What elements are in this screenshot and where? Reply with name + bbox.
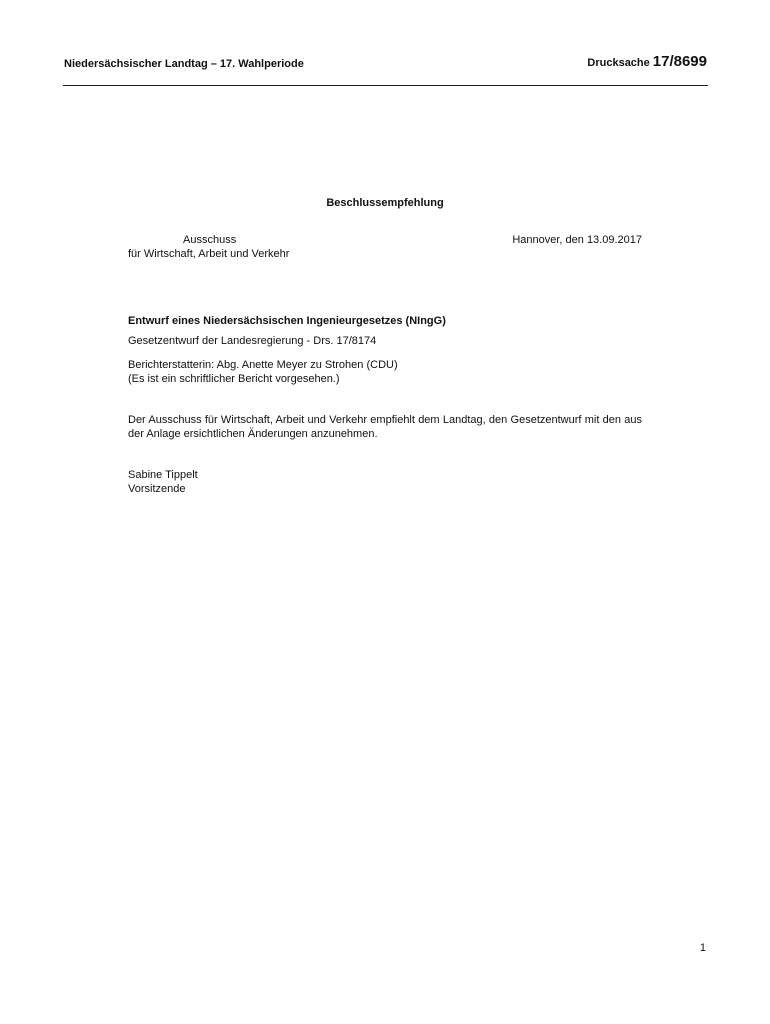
recommendation-text: Der Ausschuss für Wirtschaft, Arbeit und Verkehr empfiehlt dem Landtag, den Gesetzentwurf mit den aus der Anlage ersichtlichen Änderungen anzunehmen. (128, 414, 642, 440)
committee-line-1: Ausschuss (183, 234, 237, 246)
place-date: Hannover, den 13.09.2017 (512, 234, 642, 246)
document-title: Beschlussempfehlung (326, 197, 444, 209)
parliament-header: Niedersächsischer Landtag – 17. Wahlperiode (64, 58, 304, 70)
signer-name: Sabine Tippelt (128, 469, 198, 481)
drucksache-header (587, 53, 707, 71)
rapporteur-line: Berichterstatterin: Abg. Anette Meyer zu Strohen (CDU) (128, 359, 398, 371)
header-divider (63, 85, 708, 86)
committee-line-2: für Wirtschaft, Arbeit und Verkehr (128, 248, 290, 260)
report-note: (Es ist ein schriftlicher Bericht vorgesehen.) (128, 373, 340, 385)
bill-title: Entwurf eines Niedersächsischen Ingenieurgesetzes (NIngG) (128, 315, 446, 327)
page-number: 1 (699, 942, 706, 954)
signer-role: Vorsitzende (128, 483, 186, 495)
bill-draft-reference: Gesetzentwurf der Landesregierung - Drs. 17/8174 (128, 335, 377, 347)
drucksache-number: 17/8699 (652, 53, 707, 70)
drucksache-label: Drucksache (587, 57, 650, 69)
